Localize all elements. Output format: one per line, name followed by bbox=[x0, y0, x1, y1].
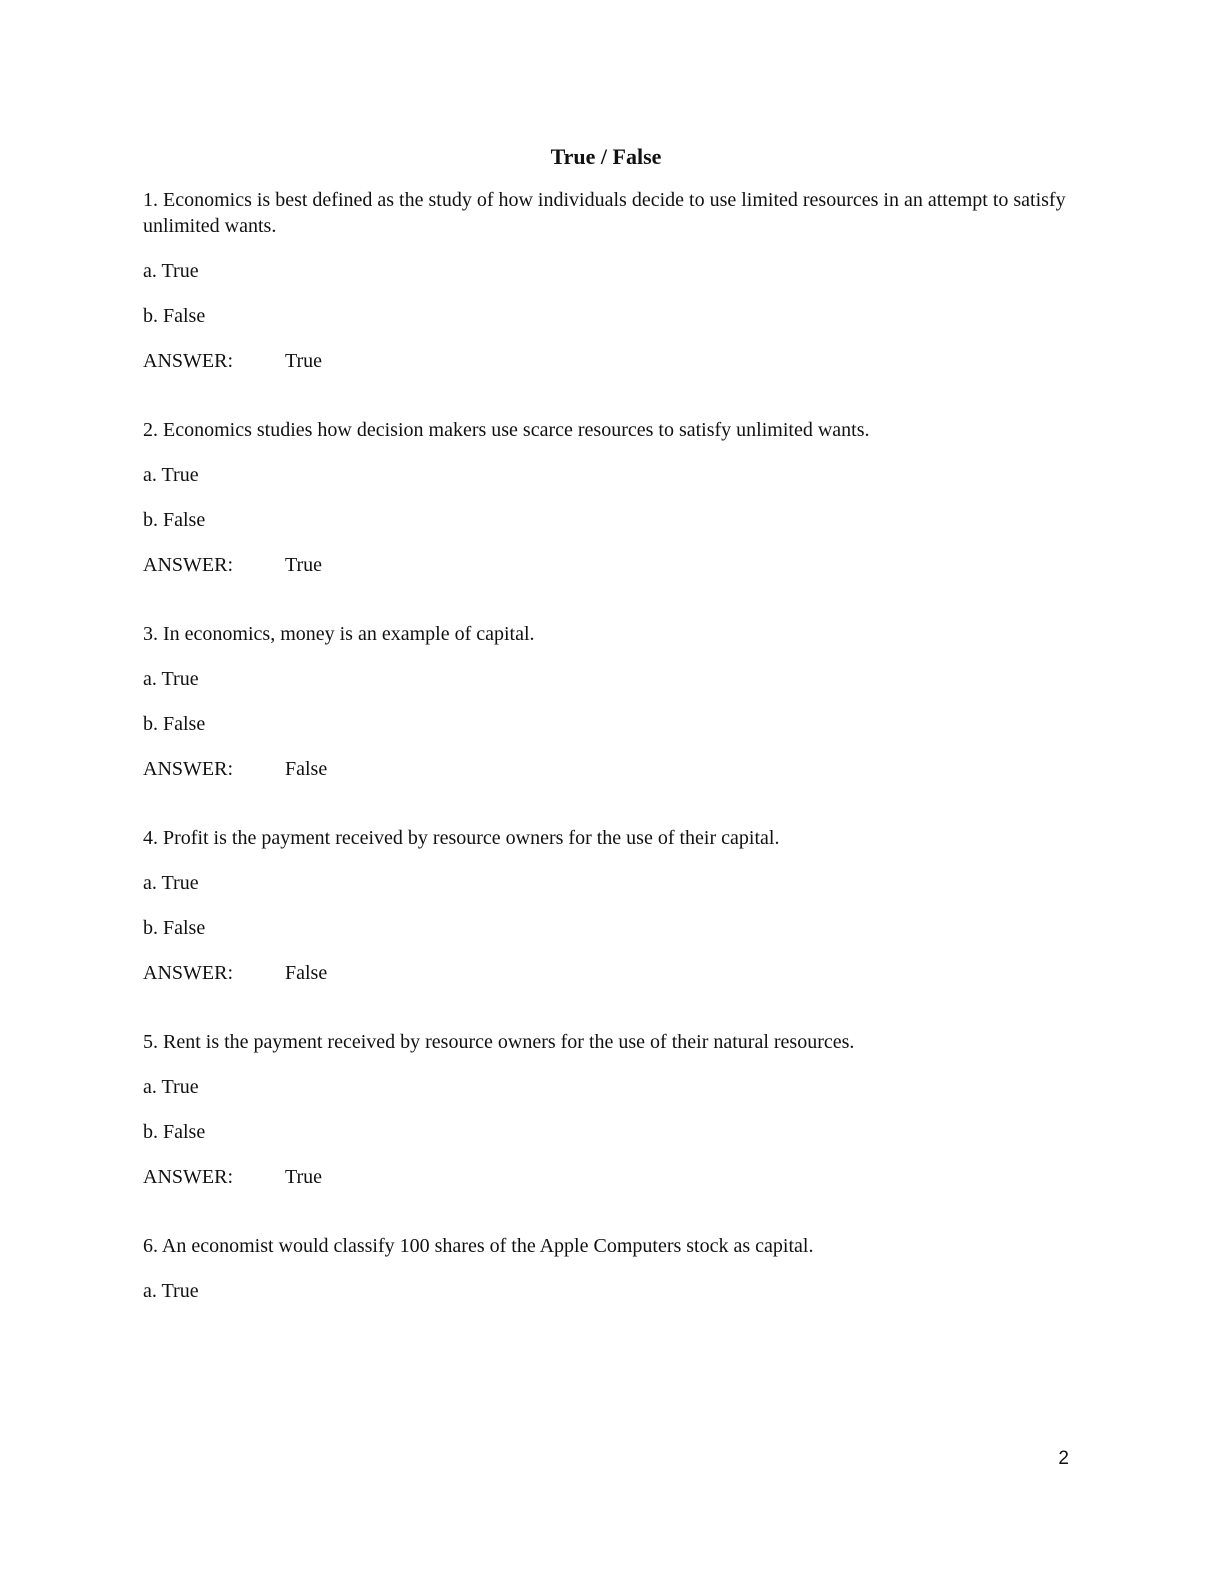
answer-value: True bbox=[285, 554, 323, 576]
question-text: 3. In economics, money is an example of capital. bbox=[143, 623, 535, 645]
question-5 bbox=[143, 1029, 1073, 1190]
question-3 bbox=[143, 621, 1073, 782]
option-b: b. False bbox=[143, 1121, 206, 1143]
answer-line bbox=[143, 348, 1073, 374]
answer-line bbox=[143, 756, 1073, 782]
option-a: a. True bbox=[143, 464, 199, 486]
section-title: True / False bbox=[550, 144, 662, 169]
option-b: b. False bbox=[143, 305, 206, 327]
answer-value: False bbox=[285, 758, 328, 780]
option-a: a. True bbox=[143, 260, 199, 282]
answer-line bbox=[143, 1164, 1073, 1190]
question-6 bbox=[143, 1233, 1073, 1304]
question-text: 1. Economics is best defined as the study of how individuals decide to use limited resources in an attempt to satisfy unlimited wants. bbox=[143, 189, 1066, 237]
option-b: b. False bbox=[143, 713, 206, 735]
answer-value: False bbox=[285, 962, 328, 984]
option-b: b. False bbox=[143, 509, 206, 531]
answer-line bbox=[143, 960, 1073, 986]
answer-label: ANSWER: bbox=[143, 758, 233, 780]
question-text: 4. Profit is the payment received by resource owners for the use of their capital. bbox=[143, 827, 780, 849]
option-a: a. True bbox=[143, 1076, 199, 1098]
question-1 bbox=[143, 187, 1073, 374]
question-2 bbox=[143, 417, 1073, 578]
answer-line bbox=[143, 552, 1073, 578]
question-text: 2. Economics studies how decision makers use scarce resources to satisfy unlimited wants. bbox=[143, 419, 870, 441]
answer-label: ANSWER: bbox=[143, 350, 233, 372]
question-list bbox=[143, 187, 1073, 1323]
answer-label: ANSWER: bbox=[143, 962, 233, 984]
answer-label: ANSWER: bbox=[143, 554, 233, 576]
question-text: 5. Rent is the payment received by resource owners for the use of their natural resources. bbox=[143, 1031, 855, 1053]
page-number: 2 bbox=[1058, 1448, 1069, 1469]
option-a: a. True bbox=[143, 668, 199, 690]
question-text: 6. An economist would classify 100 shares of the Apple Computers stock as capital. bbox=[143, 1235, 814, 1257]
option-a: a. True bbox=[143, 872, 199, 894]
question-4 bbox=[143, 825, 1073, 986]
answer-value: True bbox=[285, 1166, 323, 1188]
answer-label: ANSWER: bbox=[143, 1166, 233, 1188]
answer-value: True bbox=[285, 350, 323, 372]
option-a: a. True bbox=[143, 1280, 199, 1302]
option-b: b. False bbox=[143, 917, 206, 939]
